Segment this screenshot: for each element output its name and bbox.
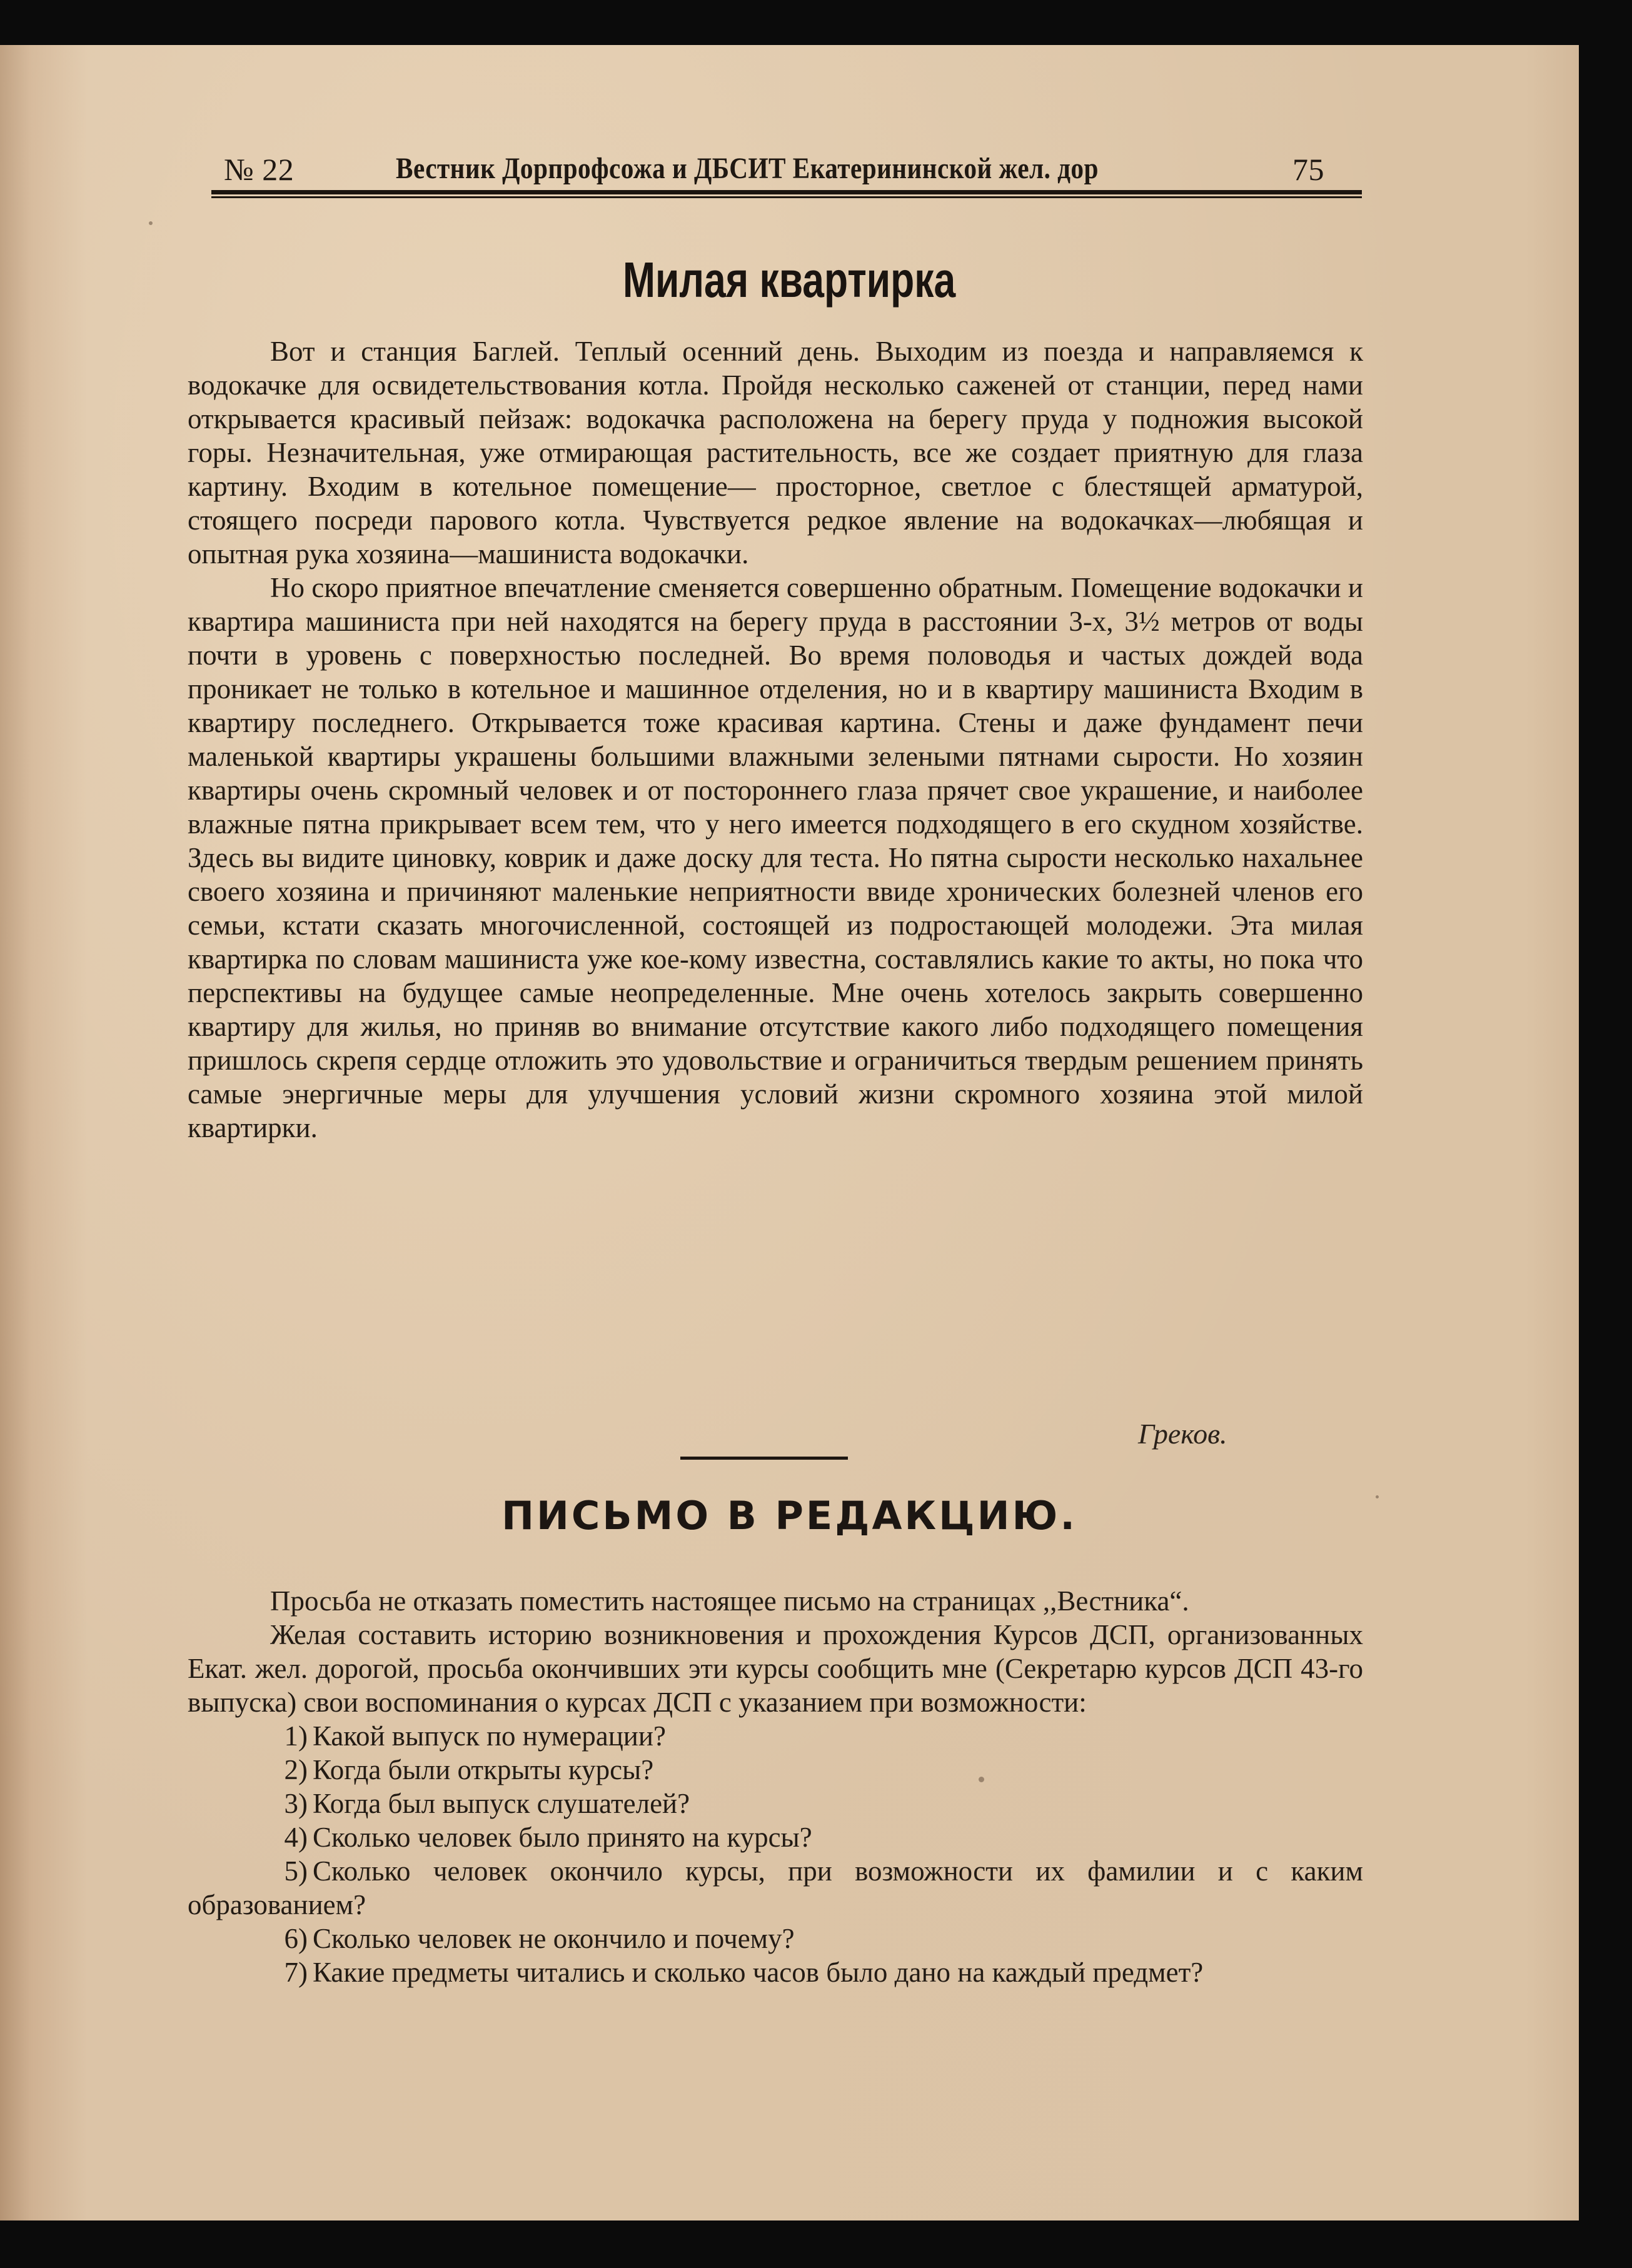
journal-title: Вестник Дорпрофсожа и ДБСИТ Екатерининской жел. дор xyxy=(396,152,1099,185)
section-divider xyxy=(680,1457,848,1460)
question-list xyxy=(188,1719,1363,1989)
journal-page xyxy=(0,45,1579,2220)
question-item: 5) Сколько человек окончило курсы, при возможности их фамилии и с каким образованием? xyxy=(188,1855,1363,1920)
paper-speck xyxy=(149,221,153,225)
question-item: 7) Какие предметы читались и сколько часов было дано на каждый предмет? xyxy=(284,1957,1204,1988)
running-header xyxy=(224,151,1362,189)
question-item: 6) Сколько человек не окончило и почему? xyxy=(284,1923,795,1954)
question-item: 3) Когда был выпуск слушателей? xyxy=(284,1788,690,1819)
paragraph: Но скоро приятное впечатление сменяется совершенно обратным. Помещение водокачки и квартира машиниста при ней находятся на берегу пруда в расстоянии 3-х, 3½ метров от воды почти в уровень с поверхностью последней. Во время половодья и частых дождей вода проникает не только в котельное и машинное отделения, но и в квартиру машиниста Входим в квартиру последнего. Открывается тоже красивая картина. Стены и даже фундамент печи маленькой квартиры украшены большими влажными зелеными пятнами сырости. Но хозяин квартиры очень скромный человек и от постороннего глаза прячет свое украшение, и наиболее влажные пятна прикрывает всем тем, что у него имеется подходящего в его скудном хозяйстве. Здесь вы видите циновку, коврик и даже доску для теста. Но пятна сырости несколько нахальнее своего хозяина и причиняют маленькие неприятности ввиде хронических болезней членов его семьи, кстати сказать многочисленной, состоящей из подростающей молодежи. Эта милая квартирка по словам машиниста уже кое-кому известна, составлялись какие то акты, но пока что перспективы на будущее самые неопределенные. Мне очень хотелось закрыть совершенно квартиру для жилья, но приняв во внимание отсутствие какого либо подходящего помещения пришлось скрепя сердце отложить это удовольствие и ограничиться твердым решением принять самые энергичные меры для улучшения условий жизни скромного хозяина этой милой квартирки. xyxy=(188,572,1363,1143)
question-item: 4) Сколько человек было принято на курсы? xyxy=(284,1822,812,1853)
paragraph: Желая составить историю возникновения и прохождения Курсов ДСП, организованных Екат. жел. дорогой, просьба окончивших эти курсы сообщить мне (Секретарю курсов ДСП 43-го выпуска) свои воспоминания о курсах ДСП с указанием при возможности: xyxy=(188,1619,1363,1718)
issue-number: № 22 xyxy=(224,152,295,187)
question-item: 2) Когда были открыты курсы? xyxy=(284,1754,654,1785)
letter-title: ПИСЬМО В РЕДАКЦИЮ. xyxy=(501,1493,1077,1538)
page-number: 75 xyxy=(1292,152,1324,187)
question-item: 1) Какой выпуск по нумерации? xyxy=(284,1720,666,1752)
article-title: Милая квартирка xyxy=(623,252,956,308)
author-signature: Греков. xyxy=(1138,1418,1227,1450)
header-rule xyxy=(211,190,1362,198)
paper-speck xyxy=(979,1777,984,1782)
paper-speck xyxy=(1376,1495,1379,1498)
letter-body xyxy=(188,1584,1363,1989)
paragraph: Вот и станция Баглей. Теплый осенний день. Выходим из поезда и направляемся к водокачке для освидетельствования котла. Пройдя несколько саженей от станции, перед нами открывается красивый пейзаж: водокачка расположена на берегу пруда у подножия высокой горы. Незначительная, уже отмирающая растительность, все же создает приятную для глаза картину. Входим в котельное помещение— просторное, светлое с блестящей арматурой, стоящего посреди парового котла. Чувствуется редкое явление на водокачках—любящая и опытная рука хозяина—машиниста водокачки. xyxy=(188,336,1363,570)
paragraph: Просьба не отказать поместить настоящее письмо на страницах ,,Вестника“. xyxy=(270,1585,1189,1617)
article-body xyxy=(188,334,1363,1145)
